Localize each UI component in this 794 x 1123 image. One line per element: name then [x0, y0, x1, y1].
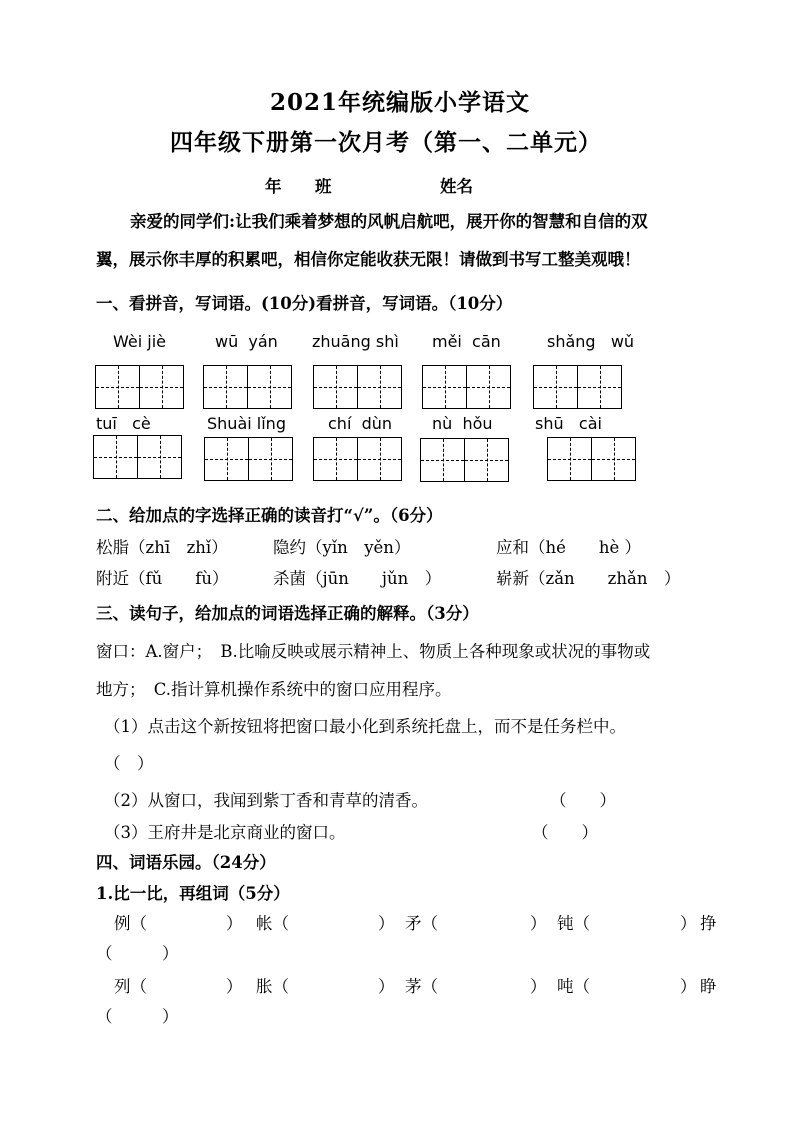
pinyin-2-5: shū cài [535, 414, 602, 433]
section-1-title: 一、看拼音，写词语。(10分)看拼音，写词语。（10分） [96, 294, 513, 313]
answer-blank-3[interactable]: （ ） [532, 823, 598, 842]
pinyin-1-3: zhuāng shì [312, 332, 399, 351]
section-3-title: 三、读句子，给加点的词语选择正确的解释。（3分） [96, 604, 479, 623]
compare-blank[interactable]: ） [226, 977, 243, 996]
definition-line-2: 地方； C.指计算机操作系统中的窗口应用程序。 [96, 680, 452, 699]
section-2-title: 二、给加点的字选择正确的读音打“√”。（6分） [96, 506, 443, 525]
reading-item[interactable]: 应和（hé hè ） [496, 538, 642, 557]
compare-blank[interactable]: ） [680, 977, 697, 996]
writing-grid[interactable] [203, 365, 292, 409]
compare-blank[interactable]: ） [378, 914, 395, 933]
compare-blank[interactable]: ） [530, 914, 547, 933]
answer-blank-2[interactable]: （ ） [550, 791, 616, 810]
writing-grid[interactable] [93, 435, 182, 479]
reading-item[interactable]: 隐约（yǐn yěn） [273, 538, 411, 557]
compare-char: 茅（ [405, 977, 438, 996]
grade-label: 年 [265, 177, 282, 196]
writing-grid[interactable] [313, 365, 402, 409]
writing-grid[interactable] [420, 438, 509, 482]
reading-item[interactable]: 杀菌（jūn jǔn ） [273, 569, 442, 588]
reading-item[interactable]: 松脂（zhī zhǐ） [96, 538, 228, 557]
compare-blank[interactable]: （ ） [96, 1007, 179, 1026]
pinyin-2-2: Shuài lǐng [207, 414, 286, 433]
intro-line-1: 亲爱的同学们:让我们乘着梦想的风帆启航吧，展开你的智慧和自信的双 [130, 212, 648, 231]
class-label: 班 [315, 177, 332, 196]
answer-blank-1[interactable]: （ ） [104, 754, 154, 773]
reading-item[interactable]: 附近（fǔ fù） [96, 569, 229, 588]
writing-grid[interactable] [547, 437, 636, 481]
compare-char: 睁 [700, 977, 717, 996]
name-label: 姓名 [440, 177, 473, 196]
compare-char: 例（ [114, 914, 147, 933]
compare-blank[interactable]: ） [378, 977, 395, 996]
writing-grid[interactable] [422, 365, 511, 409]
reading-item[interactable]: 崭新（zǎn zhǎn ） [496, 569, 681, 588]
subsection-title: 1.比一比，再组词（5分） [96, 884, 290, 903]
pinyin-1-4: měi cān [432, 332, 501, 351]
pinyin-2-3: chí dùn [328, 414, 392, 433]
pinyin-1-1: Wèi jiè [113, 332, 166, 351]
writing-grid[interactable] [533, 365, 622, 409]
compare-blank[interactable]: ） [226, 914, 243, 933]
compare-char: 矛（ [405, 914, 438, 933]
intro-line-2: 翼，展示你丰厚的积累吧，相信你定能收获无限！请做到书写工整美观哦！ [96, 250, 641, 269]
compare-blank[interactable]: （ ） [96, 944, 179, 963]
compare-char: 胀（ [256, 977, 289, 996]
section-4-title: 四、词语乐园。（24分） [96, 853, 276, 872]
compare-char: 挣 [700, 914, 717, 933]
compare-char: 列（ [114, 977, 147, 996]
definition-line-1: 窗口：A.窗户； B.比喻反映或展示精神上、物质上各种现象或状况的事物或 [96, 642, 651, 661]
question-2: （2）从窗口，我闻到紫丁香和青草的清香。 [104, 791, 428, 810]
compare-char: 帐（ [256, 914, 289, 933]
compare-blank[interactable]: ） [680, 914, 697, 933]
compare-char: 吨（ [557, 977, 590, 996]
compare-char: 钝（ [557, 914, 590, 933]
compare-blank[interactable]: ） [530, 977, 547, 996]
exam-subtitle: 四年级下册第一次月考（第一、二单元） [170, 129, 602, 156]
writing-grid[interactable] [95, 365, 184, 409]
pinyin-1-5: shǎng wǔ [547, 332, 635, 351]
pinyin-2-1: tuī cè [96, 414, 151, 433]
pinyin-2-4: nù hǒu [432, 414, 493, 433]
question-1: （1）点击这个新按钮将把窗口最小化到系统托盘上，而不是任务栏中。 [104, 717, 626, 736]
pinyin-1-2: wū yán [215, 332, 278, 351]
exam-title: 2021年统编版小学语文 [270, 89, 531, 116]
writing-grid[interactable] [204, 437, 293, 481]
writing-grid[interactable] [313, 437, 402, 481]
question-3: （3）王府井是北京商业的窗口。 [104, 823, 346, 842]
